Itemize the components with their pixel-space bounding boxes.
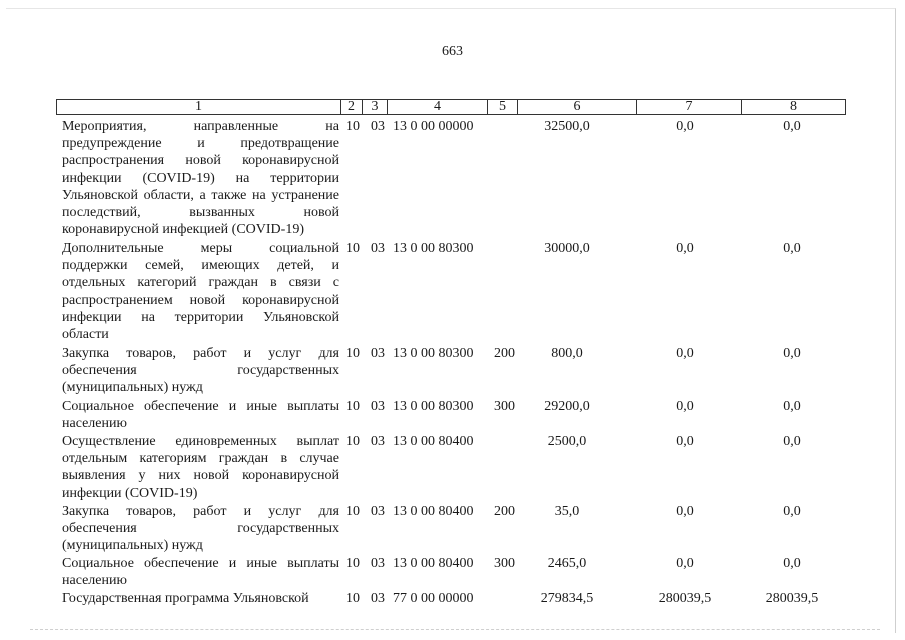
row-amount-col6: 29200,0 — [544, 399, 590, 414]
table-header — [56, 99, 846, 115]
row-subsection: 03 — [371, 556, 385, 571]
row-amount-col6: 32500,0 — [544, 119, 590, 134]
row-section: 10 — [346, 434, 360, 449]
header-col-6: 6 — [517, 100, 636, 114]
row-name: Закупка товаров, работ и услуг для обеспечения государственных (муниципальных) нужд — [62, 346, 339, 396]
row-name: Государственная программа Ульяновской — [62, 591, 309, 606]
row-subsection: 03 — [371, 346, 385, 361]
header-col-5: 5 — [487, 100, 517, 114]
row-target-code: 13 0 00 80300 — [393, 399, 474, 414]
row-amount-col6: 800,0 — [551, 346, 583, 361]
row-amount-col8: 0,0 — [783, 241, 801, 256]
row-subsection: 03 — [371, 504, 385, 519]
row-amount-col7: 0,0 — [676, 119, 694, 134]
row-section: 10 — [346, 346, 360, 361]
row-subsection: 03 — [371, 399, 385, 414]
row-amount-col8: 0,0 — [783, 346, 801, 361]
row-name: Осуществление единовременных выплат отдельным категориям граждан в случае выявления у них новой коронавирусной инфекции (COVID-19) — [62, 434, 339, 501]
row-name: Социальное обеспечение и иные выплаты населению — [62, 556, 339, 589]
row-target-code: 77 0 00 00000 — [393, 591, 474, 606]
row-subsection: 03 — [371, 434, 385, 449]
row-expense-type: 300 — [494, 399, 515, 414]
header-col-8: 8 — [741, 100, 845, 114]
row-amount-col7: 280039,5 — [658, 591, 712, 606]
row-amount-col8: 0,0 — [783, 556, 801, 571]
row-name: Мероприятия, направленные на предупреждение и предотвращение распространения новой коронавирусной инфекции (COVID-19) на территории Ульяновской области, а также на устранение последствий, вызванных новой коронавирусной инфекцией (COVID-19) — [62, 119, 339, 238]
row-expense-type: 200 — [494, 504, 515, 519]
row-amount-col8: 0,0 — [783, 399, 801, 414]
row-amount-col7: 0,0 — [676, 504, 694, 519]
header-col-4: 4 — [387, 100, 487, 114]
row-expense-type: 200 — [494, 346, 515, 361]
page-number: 663 — [442, 44, 463, 59]
row-name: Социальное обеспечение и иные выплаты населению — [62, 399, 339, 432]
row-amount-col7: 0,0 — [676, 434, 694, 449]
row-amount-col6: 2465,0 — [547, 556, 587, 571]
row-subsection: 03 — [371, 119, 385, 134]
header-col-2: 2 — [340, 100, 362, 114]
row-amount-col8: 0,0 — [783, 504, 801, 519]
row-target-code: 13 0 00 80300 — [393, 346, 474, 361]
row-section: 10 — [346, 591, 360, 606]
row-amount-col8: 0,0 — [783, 119, 801, 134]
row-amount-col6: 35,0 — [554, 504, 580, 519]
header-col-1: 1 — [195, 99, 202, 114]
row-amount-col8: 0,0 — [783, 434, 801, 449]
row-subsection: 03 — [371, 591, 385, 606]
row-amount-col6: 2500,0 — [547, 434, 587, 449]
row-section: 10 — [346, 241, 360, 256]
row-target-code: 13 0 00 80400 — [393, 556, 474, 571]
row-amount-col8: 280039,5 — [765, 591, 819, 606]
row-target-code: 13 0 00 80400 — [393, 434, 474, 449]
row-name: Закупка товаров, работ и услуг для обеспечения государственных (муниципальных) нужд — [62, 504, 339, 554]
bottom-scan-edge — [30, 629, 880, 630]
row-section: 10 — [346, 399, 360, 414]
row-amount-col6: 30000,0 — [544, 241, 590, 256]
row-amount-col7: 0,0 — [676, 556, 694, 571]
row-section: 10 — [346, 556, 360, 571]
row-subsection: 03 — [371, 241, 385, 256]
row-amount-col7: 0,0 — [676, 399, 694, 414]
row-amount-col7: 0,0 — [676, 346, 694, 361]
header-col-3: 3 — [362, 100, 387, 114]
row-target-code: 13 0 00 80300 — [393, 241, 474, 256]
row-expense-type: 300 — [494, 556, 515, 571]
header-col-7: 7 — [636, 100, 741, 114]
row-target-code: 13 0 00 00000 — [393, 119, 474, 134]
row-target-code: 13 0 00 80400 — [393, 504, 474, 519]
row-amount-col6: 279834,5 — [540, 591, 594, 606]
row-section: 10 — [346, 504, 360, 519]
row-section: 10 — [346, 119, 360, 134]
row-name: Дополнительные меры социальной поддержки семей, имеющих детей, и отдельных категорий граждан в связи с распространением новой коронавирусной инфекции на территории Ульяновской области — [62, 241, 339, 343]
row-amount-col7: 0,0 — [676, 241, 694, 256]
